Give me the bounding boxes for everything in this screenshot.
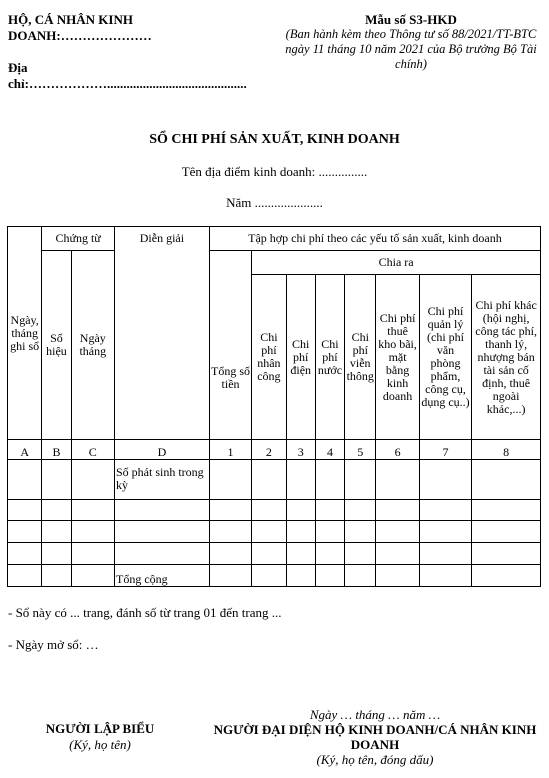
business-header [8, 12, 270, 92]
form-legal-note: (Ban hành kèm theo Thông tư số 88/2021/TT-BTC ngày 11 tháng 10 năm 2021 của Bộ trưởng Bộ Tài chính) [285, 27, 537, 71]
form-header [280, 12, 542, 72]
header-costs-group: Tập hợp chi phí theo các yếu tố sản xuất, kinh doanh [209, 227, 540, 251]
year-line: Năm ..................... [226, 195, 323, 210]
header-water: Chi phí nước [315, 275, 344, 440]
business-name-blank: DOANH:………………… [8, 28, 152, 43]
header-date: Ngày, tháng ghi sổ [8, 227, 42, 440]
table-row [8, 543, 541, 565]
signature-date-line: Ngày … tháng … năm … [309, 707, 441, 722]
open-date-note: - Ngày mở sổ: … [8, 637, 99, 652]
code-cell: B [42, 440, 71, 460]
row-label-total: Tổng cộng [114, 565, 209, 587]
preparer-note: (Ký, họ tên) [69, 737, 131, 752]
code-cell: 4 [315, 440, 344, 460]
preparer-title: NGƯỜI LẬP BIỂU [45, 721, 155, 736]
code-cell: 2 [252, 440, 286, 460]
table-row [8, 500, 541, 521]
header-row-1 [8, 227, 541, 251]
code-cell: 6 [376, 440, 419, 460]
address-blank: chỉ:………………........................................... [8, 76, 247, 91]
representative-title: NGƯỜI ĐẠI DIỆN HỘ KINH DOANH/CÁ NHÂN KINH DOANH [213, 722, 537, 752]
page-count-note: - Sổ này có ... trang, đánh số từ trang 01 đến trang ... [8, 605, 282, 620]
code-cell: C [71, 440, 114, 460]
header-voucher-no: Số hiệu [42, 251, 71, 440]
preparer-signature-block [20, 721, 180, 753]
table-row-total [8, 565, 541, 587]
header-description: Diễn giải [114, 227, 209, 440]
address-label: Địa [8, 60, 28, 75]
business-location-line: Tên địa điểm kinh doanh: ............... [181, 164, 368, 179]
header-power: Chi phí điện [286, 275, 315, 440]
header-rent: Chi phí thuê kho bãi, mặt bằng kinh doanh [376, 275, 419, 440]
table-row-arising [8, 460, 541, 500]
code-cell: 3 [286, 440, 315, 460]
representative-signature-block [205, 707, 545, 767]
code-cell: 8 [472, 440, 541, 460]
code-cell: 7 [419, 440, 471, 460]
header-row-2 [8, 251, 541, 275]
row-label-arising: Số phát sinh trong kỳ [114, 460, 209, 500]
header-telecom: Chi phí viễn thông [345, 275, 376, 440]
representative-note: (Ký, họ tên, đóng dấu) [316, 752, 434, 767]
header-voucher-group: Chứng từ [42, 227, 115, 251]
code-cell: D [114, 440, 209, 460]
ledger-title: SỔ CHI PHÍ SẢN XUẤT, KINH DOANH [149, 132, 400, 147]
table-row [8, 521, 541, 543]
code-cell: 5 [345, 440, 376, 460]
code-cell: A [8, 440, 42, 460]
business-name-label: HỘ, CÁ NHÂN KINH [8, 12, 133, 27]
form-number: Mẫu số S3-HKD [365, 12, 457, 27]
header-voucher-date: Ngày tháng [71, 251, 114, 440]
header-admin: Chi phí quản lý (chi phí văn phòng phẩm, công cụ, dụng cụ..) [419, 275, 471, 440]
cost-ledger-table [7, 226, 541, 587]
column-code-row [8, 440, 541, 460]
header-other: Chi phí khác (hội nghị, công tác phí, thanh lý, nhượng bán tài sản cố định, thuê ngoài khác,...) [472, 275, 541, 440]
header-breakdown-group: Chia ra [252, 251, 541, 275]
header-labor: Chi phí nhân công [252, 275, 286, 440]
code-cell: 1 [209, 440, 251, 460]
header-total: Tổng số tiền [209, 251, 251, 440]
